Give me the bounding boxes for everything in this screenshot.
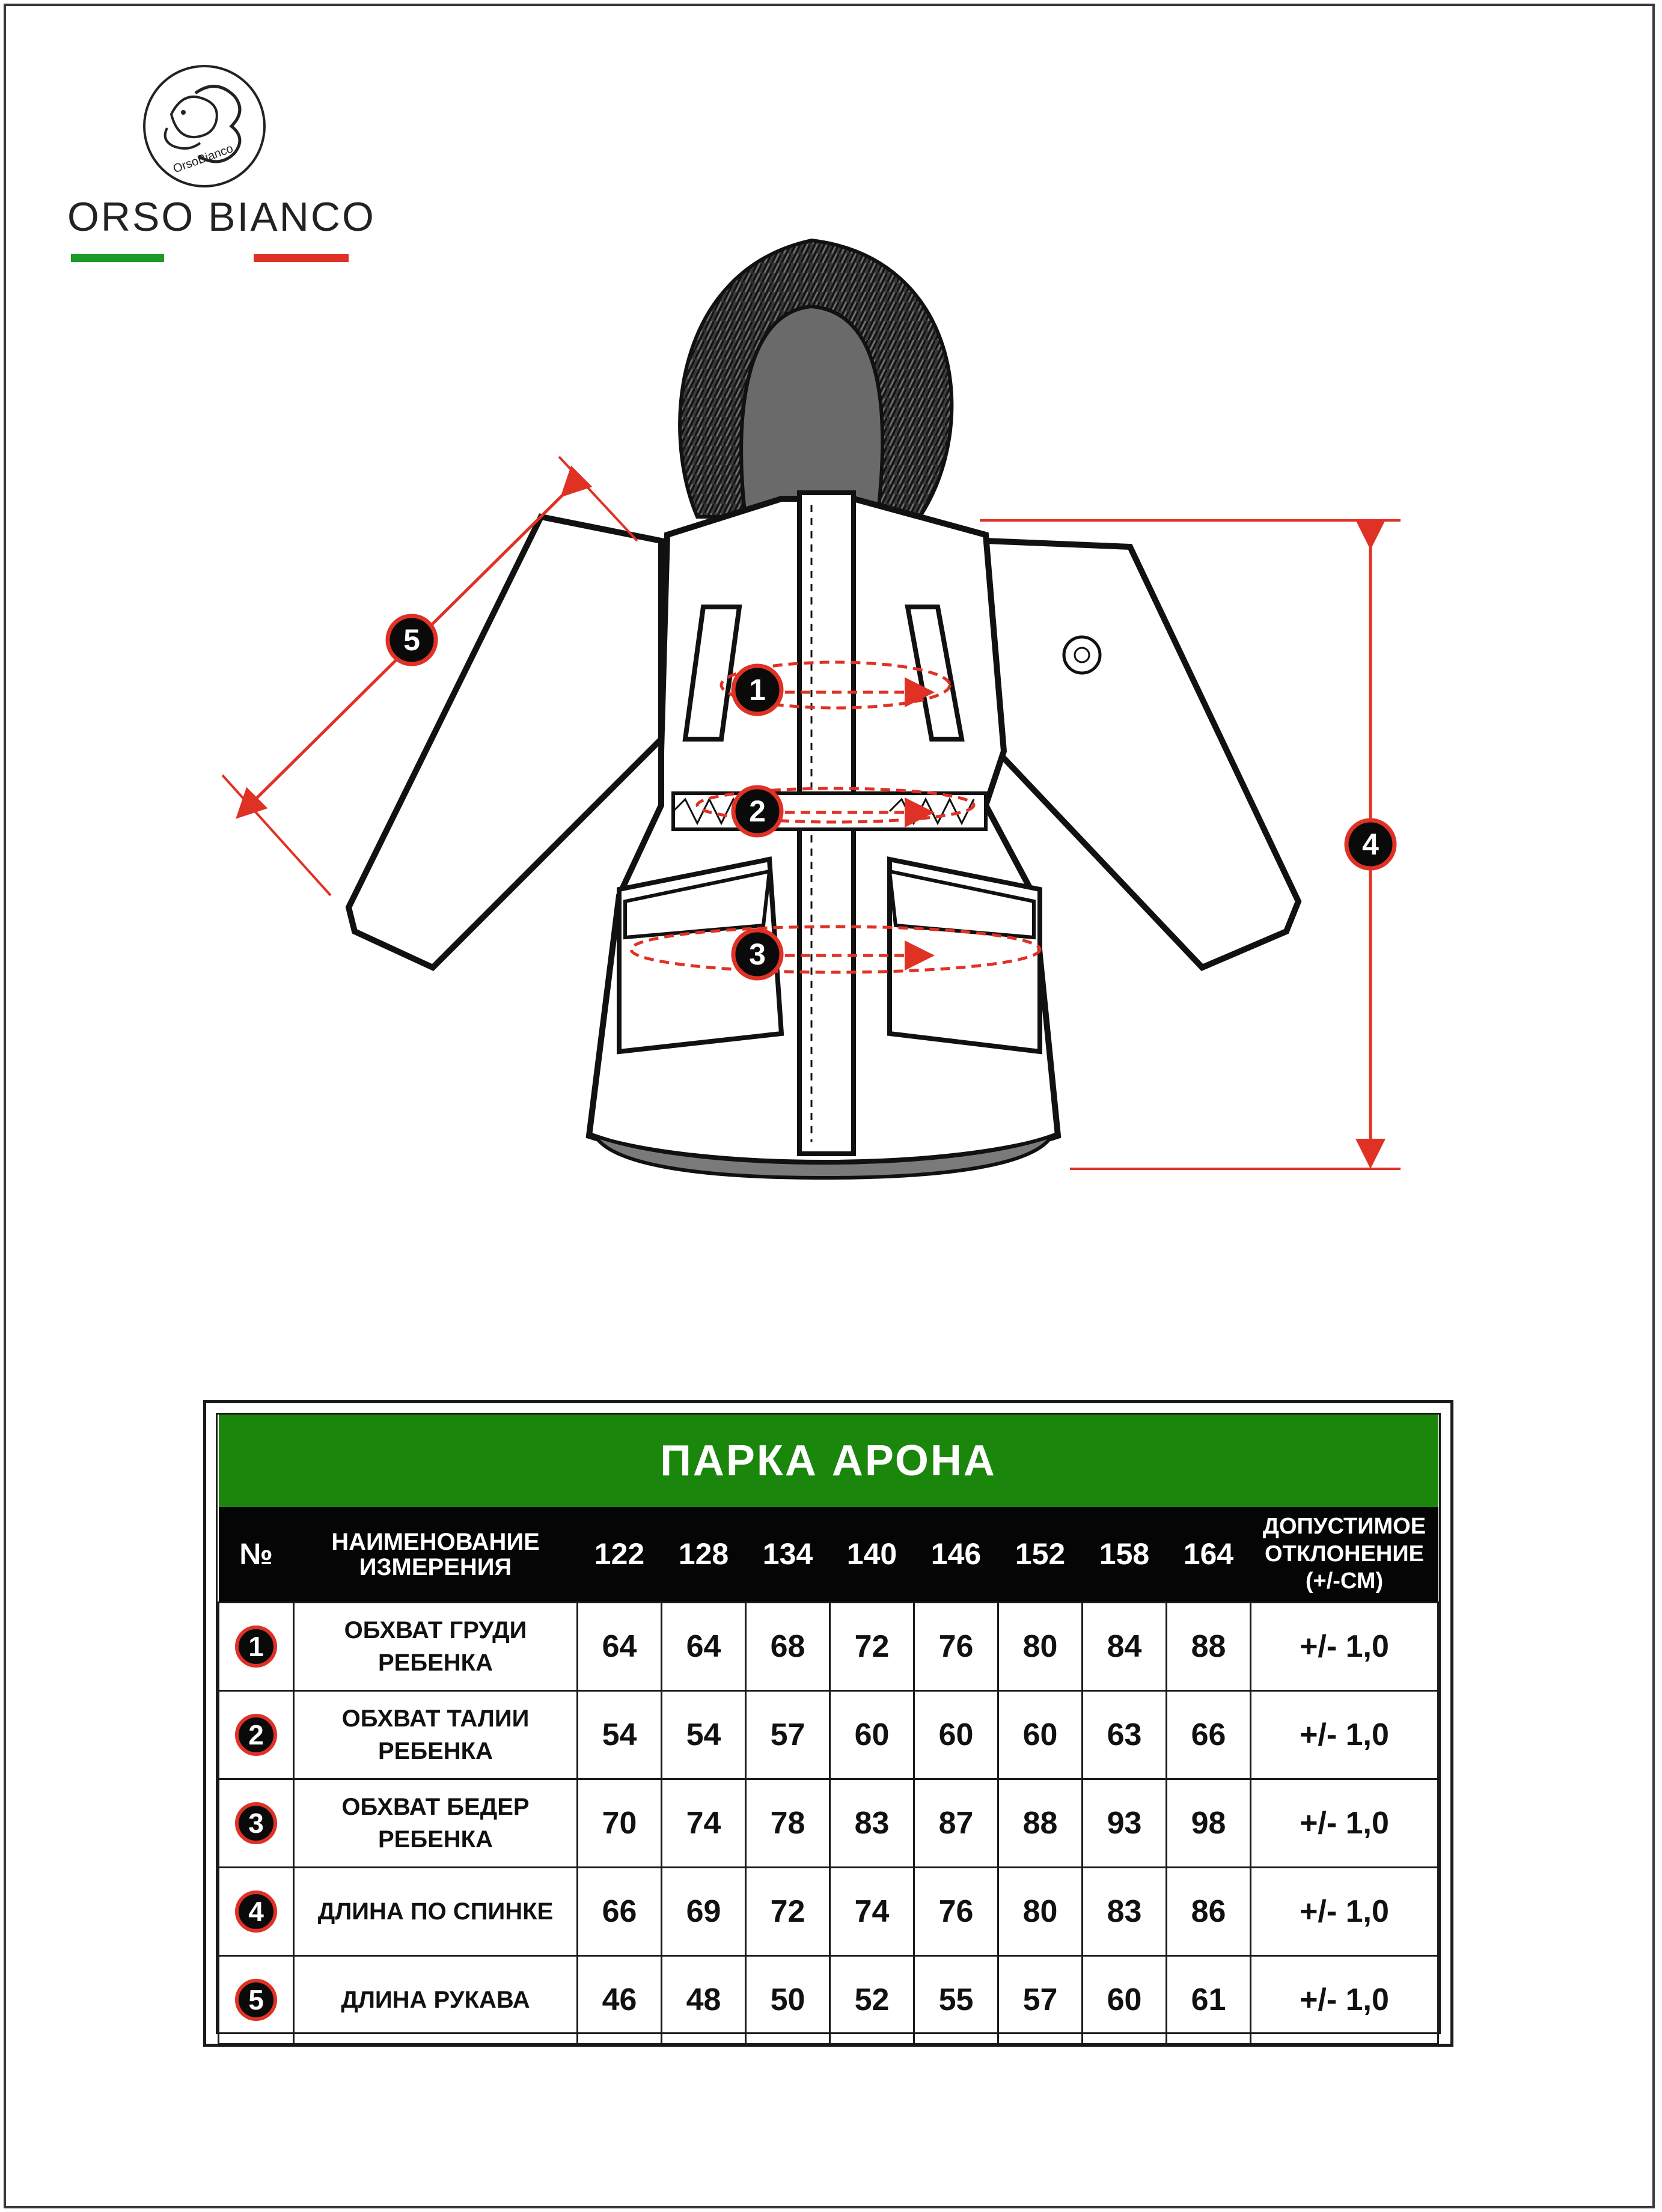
table-cell: 98	[1167, 1779, 1251, 1868]
table-cell: 46	[578, 1956, 662, 2044]
row-label: ДЛИНА РУКАВА	[294, 1956, 578, 2044]
table-cell: 60	[998, 1691, 1083, 1779]
table-cell: 48	[662, 1956, 746, 2044]
parka-illustration	[204, 234, 1407, 1202]
row-number-badge: 2	[235, 1714, 277, 1756]
table-row	[219, 1956, 1438, 2044]
table-cell: 54	[578, 1691, 662, 1779]
table-cell: 76	[914, 1603, 998, 1691]
table-cell: 68	[746, 1603, 830, 1691]
tolerance-cell: +/- 1,0	[1251, 1691, 1438, 1779]
table-row	[219, 1868, 1438, 1956]
svg-text:4: 4	[1362, 827, 1379, 861]
header-size: 152	[998, 1507, 1083, 1603]
header-size: 158	[1083, 1507, 1167, 1603]
sleeve-bottom-guide	[222, 775, 331, 895]
table-cell: 78	[746, 1779, 830, 1868]
table-cell: 76	[914, 1868, 998, 1956]
svg-text:2: 2	[749, 794, 766, 828]
waist-drawstring	[673, 793, 986, 829]
table-cell: 66	[1167, 1691, 1251, 1779]
table-cell: 72	[830, 1603, 914, 1691]
table-cell: 87	[914, 1779, 998, 1868]
table-cell: 88	[1167, 1603, 1251, 1691]
tolerance-cell: +/- 1,0	[1251, 1603, 1438, 1691]
header-size: 140	[830, 1507, 914, 1603]
table-cell: 57	[746, 1691, 830, 1779]
table-cell: 66	[578, 1868, 662, 1956]
table-cell: 64	[578, 1603, 662, 1691]
table-cell: 60	[914, 1691, 998, 1779]
row-label: ОБХВАТ ТАЛИИ РЕБЕНКА	[294, 1691, 578, 1779]
sleeve-patch-icon	[1064, 637, 1100, 673]
size-chart-table	[218, 1415, 1439, 2045]
tolerance-cell: +/- 1,0	[1251, 1868, 1438, 1956]
table-row	[219, 1691, 1438, 1779]
table-row	[219, 1779, 1438, 1868]
table-cell: 50	[746, 1956, 830, 2044]
svg-text:1: 1	[749, 673, 766, 707]
header-size: 134	[746, 1507, 830, 1603]
table-title: ПАРКА АРОНА	[219, 1415, 1438, 1507]
table-cell: 60	[830, 1691, 914, 1779]
table-cell: 61	[1167, 1956, 1251, 2044]
size-table-frame	[203, 1400, 1453, 2047]
table-header-row	[219, 1507, 1438, 1603]
table-cell: 54	[662, 1691, 746, 1779]
row-label: ОБХВАТ БЕДЕР РЕБЕНКА	[294, 1779, 578, 1868]
header-size: 128	[662, 1507, 746, 1603]
table-cell: 55	[914, 1956, 998, 2044]
bear-logo-icon	[66, 57, 355, 201]
table-cell: 88	[998, 1779, 1083, 1868]
table-cell: 83	[1083, 1868, 1167, 1956]
logo-ring-text: OrsoBianco	[171, 142, 235, 176]
table-cell: 80	[998, 1603, 1083, 1691]
table-cell: 69	[662, 1868, 746, 1956]
table-cell: 72	[746, 1868, 830, 1956]
table-cell: 83	[830, 1779, 914, 1868]
table-cell: 52	[830, 1956, 914, 2044]
row-number-badge: 4	[235, 1891, 277, 1933]
row-number-badge: 1	[235, 1625, 277, 1668]
header-size: 164	[1167, 1507, 1251, 1603]
table-cell: 63	[1083, 1691, 1167, 1779]
table-cell: 84	[1083, 1603, 1167, 1691]
row-label: ОБХВАТ ГРУДИ РЕБЕНКА	[294, 1603, 578, 1691]
left-sleeve	[349, 517, 661, 967]
header-measurement-name: НАИМЕНОВАНИЕ ИЗМЕРЕНИЯ	[294, 1507, 578, 1603]
table-cell: 70	[578, 1779, 662, 1868]
marker-chest-icon	[733, 666, 781, 714]
row-number-badge: 3	[235, 1802, 277, 1844]
table-cell: 60	[1083, 1956, 1167, 2044]
svg-text:3: 3	[749, 937, 766, 971]
marker-sleeve-length-icon	[388, 616, 436, 664]
brand-name: ORSO BIANCO	[67, 194, 376, 240]
table-cell: 74	[662, 1779, 746, 1868]
marker-hip-icon	[733, 930, 781, 978]
header-size: 146	[914, 1507, 998, 1603]
row-label: ДЛИНА ПО СПИНКЕ	[294, 1868, 578, 1956]
table-cell: 86	[1167, 1868, 1251, 1956]
green-stripe	[71, 254, 164, 262]
table-cell: 64	[662, 1603, 746, 1691]
header-num: №	[219, 1507, 294, 1603]
header-size: 122	[578, 1507, 662, 1603]
svg-text:5: 5	[403, 623, 420, 657]
row-number-badge: 5	[235, 1979, 277, 2021]
tolerance-cell: +/- 1,0	[1251, 1779, 1438, 1868]
table-cell: 80	[998, 1868, 1083, 1956]
marker-back-length-icon	[1346, 820, 1395, 868]
table-cell: 93	[1083, 1779, 1167, 1868]
table-cell: 57	[998, 1956, 1083, 2044]
table-row	[219, 1603, 1438, 1691]
table-cell: 74	[830, 1868, 914, 1956]
hood-lining	[741, 306, 882, 517]
header-tolerance: ДОПУСТИМОЕ ОТКЛОНЕНИЕ (+/-СМ)	[1251, 1507, 1438, 1603]
marker-waist-icon	[733, 787, 781, 835]
tolerance-cell: +/- 1,0	[1251, 1956, 1438, 2044]
